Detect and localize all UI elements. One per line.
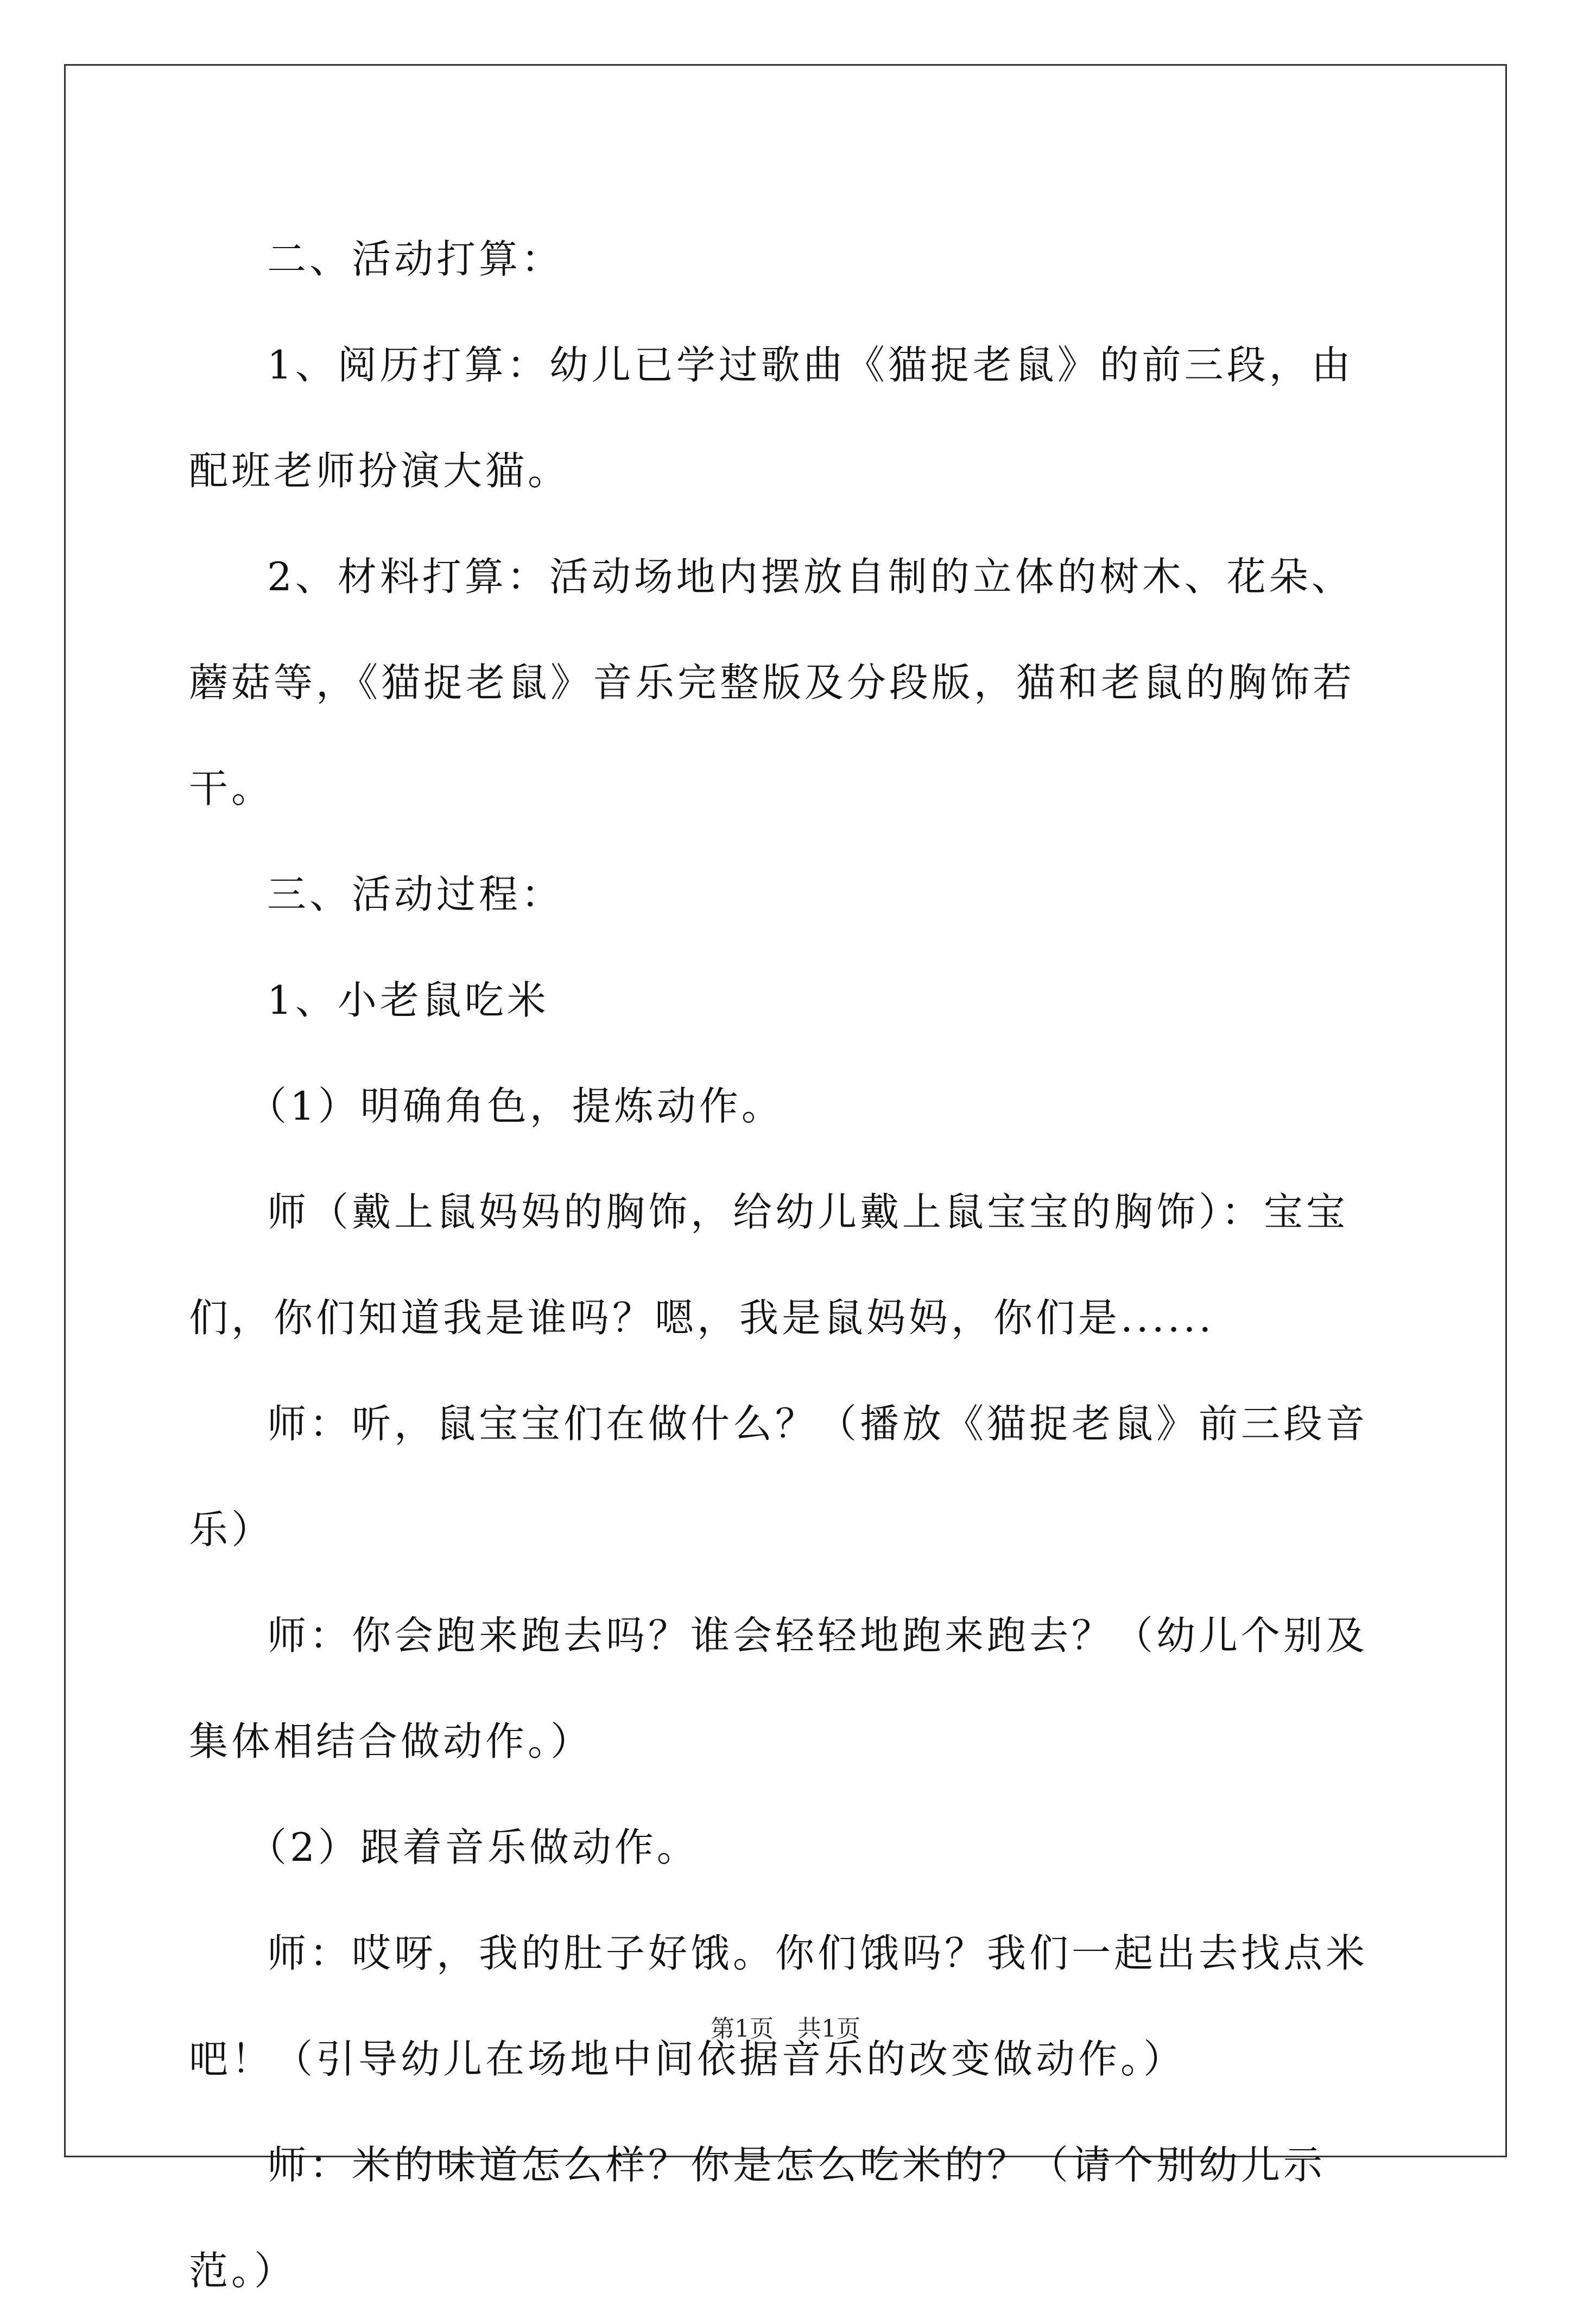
paragraph: 师：听，鼠宝宝们在做什么？（播放《猫捉老鼠》前三段音乐） bbox=[189, 1401, 1369, 1552]
page-footer: 第1页 共1页 bbox=[711, 2015, 860, 2043]
paragraph: （2）跟着音乐做动作。 bbox=[248, 1824, 699, 1870]
paragraph: （1）明确角色，提炼动作。 bbox=[248, 1083, 784, 1129]
document-body bbox=[189, 206, 1383, 2324]
paragraph: 师（戴上鼠妈妈的胸饰，给幼儿戴上鼠宝宝的胸饰）：宝宝们，你们知道我是谁吗？嗯，我是鼠妈妈，你们是...... bbox=[189, 1189, 1349, 1341]
paragraph: 师：哎呀，我的肚子好饿。你们饿吗？我们一起出去找点米吧！（引导幼儿在场地中间依据音乐的改变做动作。） bbox=[189, 1930, 1369, 2082]
paragraph: 1、阅历打算：幼儿已学过歌曲《猫捉老鼠》的前三段，由配班老师扮演大猫。 bbox=[189, 342, 1354, 494]
paragraph: 1、小老鼠吃米 bbox=[267, 977, 549, 1023]
paragraph: 师：你会跑来跑去吗？谁会轻轻地跑来跑去？（幼儿个别及集体相结合做动作。） bbox=[189, 1613, 1369, 1764]
paragraph: 三、活动过程： bbox=[267, 871, 564, 917]
paragraph: 二、活动打算： bbox=[267, 236, 564, 282]
paragraph: 2、材料打算：活动场地内摆放自制的立体的树木、花朵、蘑菇等，《猫捉老鼠》音乐完整版及分段版，猫和老鼠的胸饰若干。 bbox=[189, 554, 1355, 811]
paragraph: 师：米的味道怎么样？你是怎么吃米的？（请个别幼儿示范。） bbox=[189, 2142, 1326, 2294]
